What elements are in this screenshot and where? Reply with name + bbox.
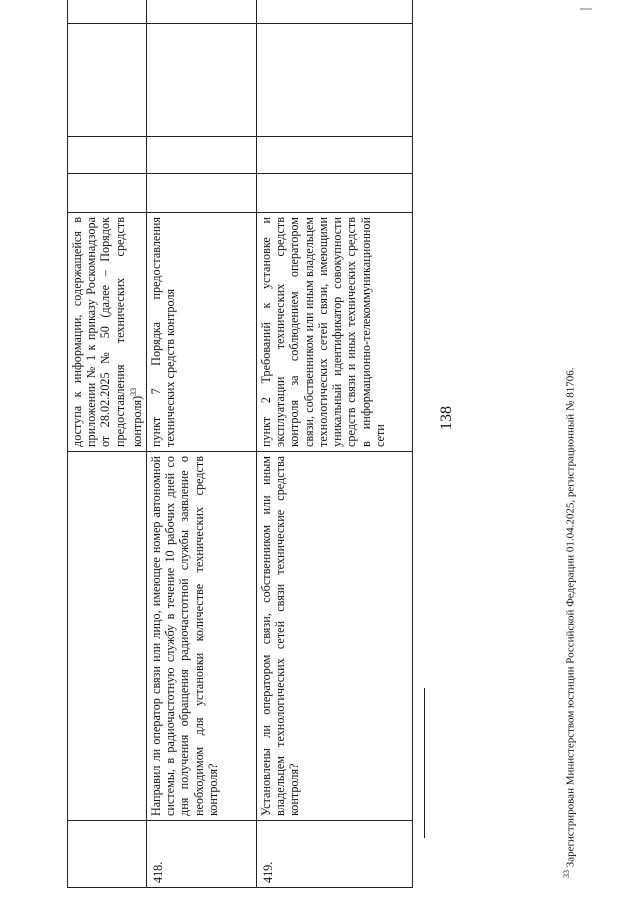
answer-cell-na — [147, 24, 257, 137]
footnote-text: Зарегистрирован Министерством юстиции Российской Федерации 01.04.2025, регистрационный № 81706. — [564, 367, 577, 868]
row-question: Установлены ли оператором связи, собственником или иным владельцем технологических сетей связи технические средства контроля? — [257, 452, 413, 821]
reference-text: доступа к информации, содержащейся в приложении № 1 к приказу Роскомнадзора от 28.02.2025 № 50 (далее – Порядок предоставления технических средств контроля) — [70, 217, 144, 447]
footnote-separator — [424, 688, 425, 838]
footnote-marker: 33 — [562, 870, 571, 878]
answer-cell-no — [68, 137, 147, 174]
table-row — [147, 0, 257, 888]
reference-text: пункт 2 Требований к установке и эксплуатации технических средств контроля за соблюдением оператором связи, собственником или иным владельцем технологических сетей связи, имеющими уникальный идентификатор совокупности средств связи и иных технических средств в информационно-телекоммуникационной сети — [259, 217, 387, 447]
table-row — [68, 0, 147, 888]
row-reference — [257, 213, 413, 452]
answer-cell-no — [147, 137, 257, 174]
answer-cell-no — [257, 137, 413, 174]
answer-cell-yes — [68, 174, 147, 213]
answer-cell-yes — [147, 174, 257, 213]
row-number: 418. — [147, 821, 257, 888]
row-question — [68, 452, 147, 821]
rotated-table-page — [67, 28, 422, 888]
answer-cell-na — [257, 24, 413, 137]
footnote-ref: 33 — [128, 387, 138, 396]
table-row — [257, 0, 413, 888]
row-number: 419. — [257, 821, 413, 888]
answer-cell-note — [68, 0, 147, 24]
answer-cell-na — [68, 24, 147, 137]
reference-text: пункт 7 Порядка предоставления технических средств контроля — [149, 217, 178, 447]
row-question: Направил ли оператор связи или лицо, имеющее номер автономной системы, в радиочастотную службу в течение 10 рабочих дней со дня получения обращения радиочастотной службы заявление о необходимом для установки количестве технических средств контроля? — [147, 452, 257, 821]
scan-mark — [580, 8, 592, 10]
answer-cell-yes — [257, 174, 413, 213]
requirements-table — [67, 0, 413, 888]
row-number — [68, 821, 147, 888]
row-reference — [147, 213, 257, 452]
footnote — [562, 368, 577, 878]
page-number-text: 138 — [438, 406, 455, 430]
answer-cell-note — [257, 0, 413, 24]
answer-cell-note — [147, 0, 257, 24]
row-reference — [68, 213, 147, 452]
